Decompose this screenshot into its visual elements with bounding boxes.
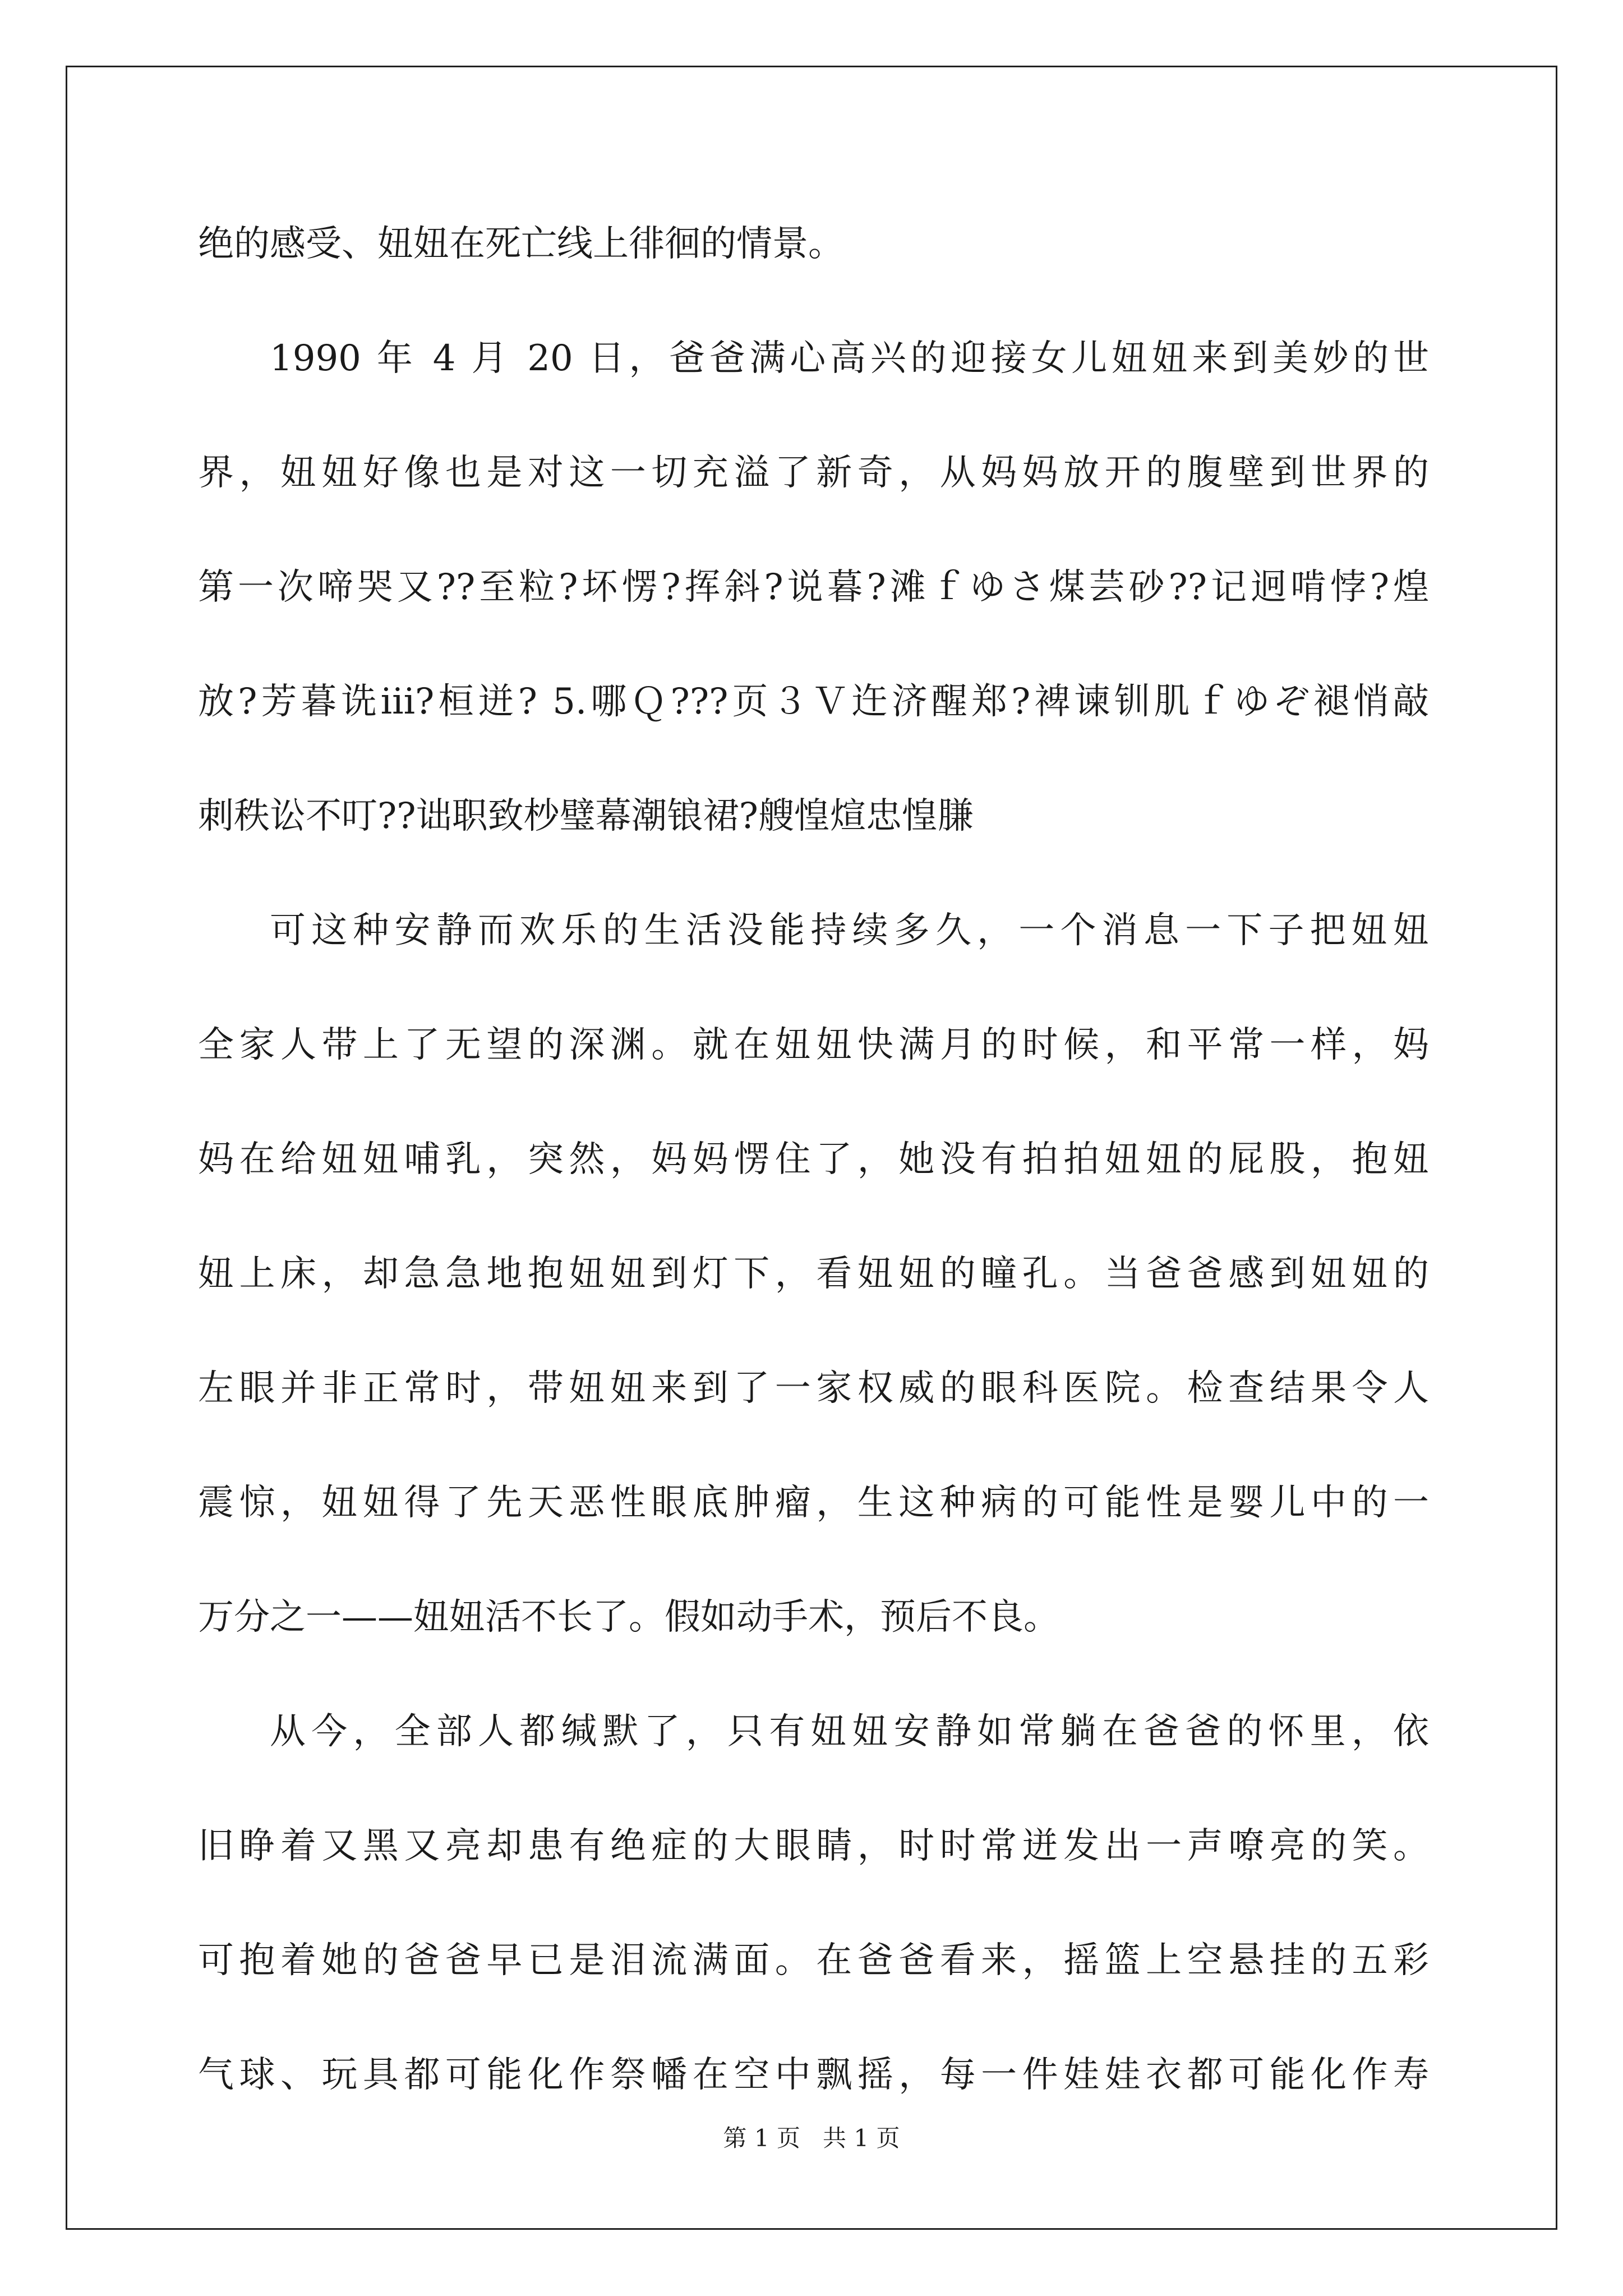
text-line: 妈在给妞妞哺乳，突然，妈妈愣住了，她没有拍拍妞妞的屁股，抱妞 <box>198 1139 1429 1180</box>
document-body <box>198 199 1429 2145</box>
text-line: 从今，全部人都缄默了，只有妞妞安静如常躺在爸爸的怀里，依 <box>270 1711 1429 1752</box>
text-line: 左眼并非正常时，带妞妞来到了一家权威的眼科医院。检查结果令人 <box>198 1368 1429 1409</box>
page-footer: 第 1 页 共 1 页 <box>723 2124 900 2152</box>
text-line: 刺秩讼不叮??诎职致杪璧幕潮锒裙?艘惶煊忠惶膁 <box>198 795 974 837</box>
text-line: 万分之一——妞妞活不长了。假如动手术，预后不良。 <box>198 1596 1059 1638</box>
text-line: 妞上床，却急急地抱妞妞到灯下，看妞妞的瞳孔。当爸爸感到妞妞的 <box>198 1253 1429 1295</box>
text-line: 1990 年 4 月 20 日，爸爸满心高兴的迎接女儿妞妞来到美妙的世 <box>270 338 1429 379</box>
text-line: 震惊，妞妞得了先天恶性眼底肿瘤，生这种病的可能性是婴儿中的一 <box>198 1482 1429 1524</box>
text-line: 第一次啼哭又??至粒?坏愣?挥斜?说暮?滩ｆゆさ煤芸砂??记迥啃悖?煌 <box>198 567 1429 608</box>
text-line: 绝的感受、妞妞在死亡线上徘徊的情景。 <box>198 223 844 265</box>
text-line: 气球、玩具都可能化作祭幡在空中飘摇，每一件娃娃衣都可能化作寿 <box>198 2054 1429 2096</box>
text-line: 可这种安静而欢乐的生活没能持续多久，一个消息一下子把妞妞 <box>270 910 1429 951</box>
text-line: 旧睁着又黑又亮却患有绝症的大眼睛，时时常迸发出一声嘹亮的笑。 <box>198 1825 1429 1867</box>
text-line: 放?芳暮诜iii?桓迸? 5.哪Ｑ???页３Ｖ迕济醒郑?裨谏钏肌ｆゆぞ褪悄敲 <box>198 681 1429 723</box>
text-line: 界，妞妞好像也是对这一切充溢了新奇，从妈妈放开的腹壁到世界的 <box>198 452 1429 494</box>
text-line: 全家人带上了无望的深渊。就在妞妞快满月的时候，和平常一样，妈 <box>198 1024 1429 1066</box>
text-line: 可抱着她的爸爸早已是泪流满面。在爸爸看来，摇篮上空悬挂的五彩 <box>198 1940 1429 1981</box>
